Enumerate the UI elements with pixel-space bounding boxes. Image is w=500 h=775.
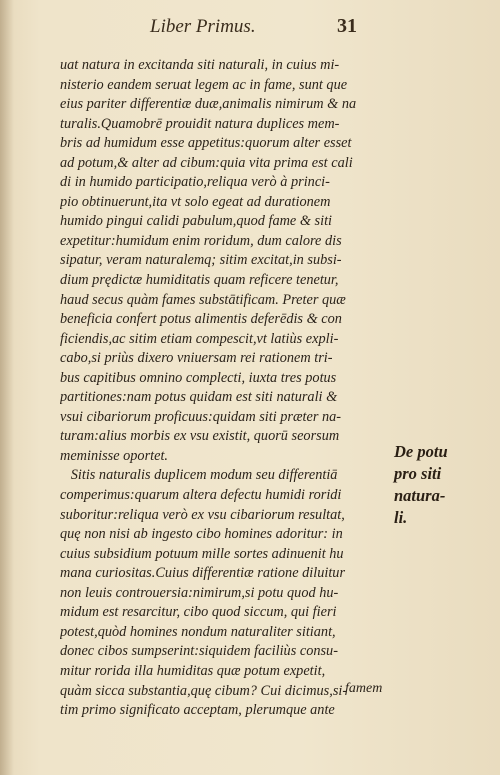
text-line: dium prędictæ humiditatis quam reficere tenetur, xyxy=(60,272,339,289)
text-line: tim primo significato acceptam, plerumque ante xyxy=(60,702,335,719)
text-line: pio obtinuerunt,ita vt solo egeat ad durationem xyxy=(60,193,331,210)
text-line: di in humido participatio,reliqua verò à princi- xyxy=(60,174,330,191)
text-line: sipatur, veram naturalemq; sitim excitat,in subsi- xyxy=(60,252,342,269)
text-line: meminisse oportet. xyxy=(60,447,169,464)
margin-note-line: li. xyxy=(394,508,408,527)
text-line: partitiones:nam potus quidam est siti naturali & xyxy=(60,389,338,406)
text-line: mitur rorida illa humiditas quæ potum expetit, xyxy=(60,662,326,679)
catchword: famem xyxy=(345,681,383,696)
running-title: Liber Primus. xyxy=(150,16,256,37)
margin-note-line: pro siti xyxy=(394,464,442,483)
text-line: cuius subsidium potuum mille sortes adinuenit hu xyxy=(60,545,344,562)
text-line: Sitis naturalis duplicem modum seu differentiā xyxy=(60,467,338,484)
text-line: expetitur:humidum enim roridum, dum calore dis xyxy=(60,232,342,249)
margin-note-line: natura- xyxy=(394,486,446,505)
text-line: quę non nisi ab ingesto cibo homines adoritur: in xyxy=(60,526,343,543)
text-line: cabo,si priùs dixero vniuersam rei rationem tri- xyxy=(60,350,333,367)
text-line: mana curiositas.Cuius differentiæ ratione diluitur xyxy=(60,565,346,582)
page-number: 31 xyxy=(337,15,357,37)
text-line: uat natura in excitanda siti naturali, in cuius mi- xyxy=(60,57,340,73)
text-line: eius pariter differentiæ duæ,animalis nimirum & na xyxy=(60,96,357,113)
text-line: ad potum,& alter ad cibum:quia vita prima est cali xyxy=(60,154,353,171)
text-line: quàm sicca substantia,quę cibum? Cui dicimus,si- xyxy=(60,682,348,699)
text-line: bus capitibus omnino complecti, iuxta tres potus xyxy=(60,369,337,386)
text-line: humido pingui calidi pabulum,quod fame & siti xyxy=(60,213,333,230)
text-line: beneficia confert potus alimentis deferēdis & con xyxy=(60,311,342,328)
text-line: comperimus:quarum altera defectu humidi roridi xyxy=(60,487,342,504)
text-line: ficiendis,ac sitim etiam compescit,vt latiùs expli- xyxy=(60,330,339,347)
text-line: nisterio eandem seruat legem ac in fame, sunt que xyxy=(60,76,348,93)
text-line: turalis.Quamobrē prouidit natura duplices mem- xyxy=(60,115,340,132)
text-line: haud secus quàm fames substātificam. Preter quæ xyxy=(60,291,346,308)
spine-shadow xyxy=(0,0,14,775)
text-line: donec cibos sumpserint:siquidem faciliùs consu- xyxy=(60,643,338,660)
page-header xyxy=(0,14,500,44)
body-text xyxy=(60,56,390,721)
text-line: bris ad humidum esse appetitus:quorum alter esset xyxy=(60,135,352,152)
text-line: suboritur:reliqua verò ex vsu cibariorum resultat, xyxy=(60,506,345,523)
margin-note xyxy=(394,441,464,529)
text-line: non leuis controuersia:nimirum,si potu quod hu- xyxy=(60,584,339,601)
text-line: vsui cibariorum proficuus:quidam siti præter na- xyxy=(60,408,342,425)
text-line: midum est resarcitur, cibo quod siccum, qui fieri xyxy=(60,604,337,621)
text-line: turam:alius morbis ex vsu existit, quorū seorsum xyxy=(60,428,340,445)
text-line: potest,quòd homines nondum naturaliter sitiant, xyxy=(60,623,336,640)
margin-note-line: De potu xyxy=(394,442,448,461)
